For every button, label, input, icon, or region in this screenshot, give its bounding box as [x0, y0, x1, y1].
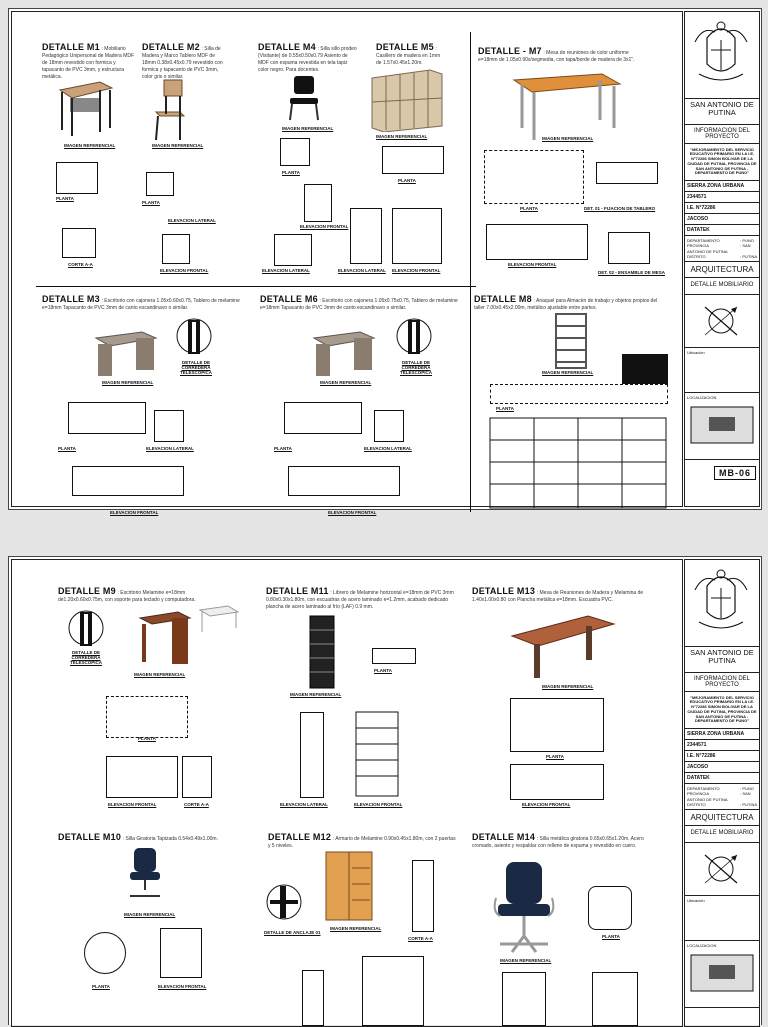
elevation-drawing [486, 224, 588, 260]
info-row [685, 751, 759, 762]
detalle-corredera-label: DETALLE DE CORREDERA TELESCOPICA [179, 360, 212, 375]
municipality-logo [685, 12, 759, 99]
plan-drawing [106, 696, 188, 738]
location-key: DISTRITO [687, 801, 706, 807]
info-row [685, 214, 759, 225]
map-sketch [689, 953, 755, 993]
plan-drawing [484, 150, 584, 204]
detail-title: DETALLE M2 [142, 42, 200, 52]
divider [36, 286, 476, 287]
elevacion-lateral-label: ELEVACION LATERAL [338, 268, 386, 273]
detail-m11 [266, 586, 456, 611]
elevation-drawing [304, 184, 332, 222]
location-map [685, 941, 759, 1008]
section-drawing [412, 860, 434, 932]
location-value: : PUNO [740, 238, 754, 244]
elevation-drawing [288, 466, 400, 496]
planta-label: PLANTA [374, 668, 392, 673]
planta-label: PLANTA [138, 736, 156, 741]
imagen-referencial-label: IMAGEN REFERENCIAL [542, 136, 594, 141]
municipality-logo [685, 560, 759, 647]
drawer-slide-detail [68, 608, 104, 654]
detail-title: DETALLE M3 [42, 294, 100, 304]
elevacion-frontal-label: ELEVACION FRONTAL [354, 802, 403, 807]
detail-description: : Escritorio con cajonera 1.05x0.75x0.75, Tablero de melamine e=18mm Tapacanto de PVC 3mm de canto escandinavo o similar. [260, 298, 458, 311]
imagen-referencial-label: IMAGEN REFERENCIAL [102, 380, 154, 385]
imagen-referencial-label: IMAGEN REFERENCIAL [152, 143, 204, 148]
map-label: LOCALIZACION [687, 942, 717, 948]
location-map [685, 393, 759, 460]
elevacion-frontal-label: ELEVACION FRONTAL [110, 510, 159, 515]
elevation-drawing [274, 234, 312, 266]
detail-description: : Mesa de Reuniones de Madera y Melamina de 1.40x1.00x0.80 con Plancha metálica e=18mm. Escuadra PVC. [472, 590, 644, 603]
detail-title: DETALLE M8 [474, 294, 532, 304]
elevacion-frontal-label: ELEVACION FRONTAL [300, 224, 349, 229]
note-box [622, 354, 668, 384]
detail-description: : Mobiliario Pedagógico Unipersonal de Madera MDF de 18mm revestido con formica y tapacanto de PVC 3mm, y estructura metálica. [42, 46, 134, 80]
detail-description: : Anaquel para Almacén de trabajo y objetos propios del taller 7.00x0.45x2.00m, metálico ajustable entre partes. [474, 298, 658, 311]
location-key: PROVINCIA [687, 243, 710, 249]
detail-description: : Escritorio con cajonera 1.05x0.60x0.75, Tablero de melamine e=18mm Tapacanto de PVC 3mm de canto escandinavo o similar. [42, 298, 240, 311]
detalle-mesa-label: DET. 02 - ENSAMBLE DE MESA [598, 270, 666, 275]
bookshelf-elevation-drawing [354, 710, 400, 798]
info-row [685, 192, 759, 203]
elevation-drawing [350, 208, 382, 264]
planta-label: PLANTA [398, 178, 416, 183]
planta-label: PLANTA [520, 206, 538, 211]
municipality-name: SAN ANTONIO DE PUTINA [685, 99, 759, 125]
plan-drawing [84, 932, 126, 974]
row-value: I.E. N°72286 [687, 205, 716, 212]
desk-sketch-image [198, 604, 240, 636]
imagen-referencial-label: IMAGEN REFERENCIAL [64, 143, 116, 148]
detail-description: : Escritorio Melamine e=18mm de1.20x0.60x0.75m, con soporte para teclado y computadora. [58, 590, 196, 603]
detail-title: DETALLE M13 [472, 586, 536, 596]
drawing-sheet-2 [8, 556, 762, 1025]
drawing-area [11, 559, 683, 1027]
north-arrow-icon [685, 295, 757, 347]
detail-description: : Silla sillo prodeo (Visitante) de 0.55x0.50x0.79 Asiento de MDF con espuma revestida en tela tapiz color negro. Para docentes. [258, 46, 357, 73]
detail-m13 [472, 586, 662, 604]
imagen-referencial-label: IMAGEN REFERENCIAL [330, 926, 382, 931]
detail-title: DETALLE - M7 [478, 46, 542, 56]
elevacion-frontal-label: ELEVACION FRONTAL [508, 262, 557, 267]
detail-description: : Casillero de madera en 1mm de 1.57x0.45x1.20m. [376, 46, 441, 66]
elevation-drawing [592, 972, 638, 1026]
plan-drawing [68, 402, 146, 434]
detail-m2 [142, 42, 228, 80]
detail-title: DETALLE M6 [260, 294, 318, 304]
conference-table-image [506, 610, 618, 682]
section-title: INFORMACION DEL PROYECTO [685, 125, 759, 144]
row-value: 2344571 [687, 742, 707, 749]
detail-m1 [42, 42, 134, 80]
detail-title: DETALLE M12 [268, 832, 332, 842]
project-name: "MEJORAMIENTO DEL SERVICIO EDUCATIVO PRIMARIO EN LA I.E. N°72286 SIMON BOLIVAR DE LA CIUDAD DE PUTINA, PROVINCIA DE SAN ANTONIO DE PUTINA - DEPARTAMENTO DE PUNO" [685, 692, 759, 730]
location-value: : PUTINA [740, 801, 757, 807]
shelf-elevation-drawing [488, 416, 668, 512]
north-arrow [685, 295, 759, 348]
elevation-drawing [162, 234, 190, 264]
section-drawing [182, 756, 212, 798]
fixing-detail-drawing [596, 162, 658, 184]
detail-title: DETALLE M5 [376, 42, 434, 52]
planta-label: PLANTA [142, 200, 160, 205]
plan-drawing [382, 146, 444, 174]
imagen-referencial-label: IMAGEN REFERENCIAL [500, 958, 552, 963]
elevation-drawing [362, 956, 424, 1026]
drawer-slide-detail [396, 316, 432, 362]
elevation-drawing [502, 972, 546, 1026]
imagen-referencial-label: IMAGEN REFERENCIAL [320, 380, 372, 385]
location-value: : PUNO [740, 786, 754, 792]
sheet-code: MB-06 [714, 466, 756, 480]
bookshelf-image [308, 614, 336, 690]
detail-m3 [42, 294, 242, 312]
detail-description: : Librero de Melamine horizontal e=18mm de PVC 3mm 0.80x0.30x1.80m, con escuadras de acero laminado e=1.2mm, acabado dedicado plancha de acero laminado al frío (LAF) 0.9 mm. [266, 590, 454, 610]
elevacion-lateral-label: ELEVACION LATERAL [364, 446, 412, 451]
elevation-drawing [160, 928, 202, 978]
detail-m4 [258, 42, 358, 74]
imagen-referencial-label: IMAGEN REFERENCIAL [542, 370, 594, 375]
location-key: DISTRITO [687, 253, 706, 259]
row-value: SIERRA ZONA URBANA [687, 731, 745, 738]
corte-label: CORTE A-A [408, 936, 433, 941]
detail-title: DETALLE M10 [58, 832, 122, 842]
row-value: JACOSO [687, 216, 709, 223]
info-row [685, 181, 759, 192]
north-arrow [685, 843, 759, 896]
elevacion-lateral-label: ELEVACION LATERAL [280, 802, 328, 807]
elevation-drawing [302, 970, 324, 1026]
detail-title: DETALLE M1 [42, 42, 100, 52]
title-block [684, 559, 760, 1027]
row-value: DATATEK [687, 227, 710, 234]
elevacion-frontal-label: ELEVACION FRONTAL [328, 510, 377, 515]
info-row [685, 225, 759, 236]
elevation-drawing [392, 208, 442, 264]
row-value: DATATEK [687, 775, 710, 782]
plan-drawing [490, 384, 668, 404]
section-title: INFORMACION DEL PROYECTO [685, 673, 759, 692]
chair-image [150, 78, 190, 142]
plan-drawing [510, 698, 604, 752]
specialty: ARQUITECTURA [685, 810, 759, 826]
detail-description: : Mesa de reuniones de color uniforme e=18mm de 1.05x0.90x/segmedia, con tapa/borde de madera de 3x1". [478, 50, 635, 63]
elevacion-frontal-label: ELEVACION FRONTAL [392, 268, 441, 273]
location-key: ANTONIO DE PUTINA [687, 248, 728, 254]
elevation-drawing [72, 466, 184, 496]
drawing-area [11, 11, 683, 515]
elevacion-frontal-label: ELEVACION FRONTAL [108, 802, 157, 807]
detalle-corredera-label: DETALLE DE CORREDERA TELESCOPICA [69, 650, 102, 665]
title-block [684, 11, 760, 507]
elevacion-frontal-label: ELEVACION FRONTAL [160, 268, 209, 273]
coat-of-arms-icon [685, 12, 757, 98]
imagen-referencial-label: IMAGEN REFERENCIAL [134, 672, 186, 677]
planta-label: PLANTA [56, 196, 74, 201]
row-value: 2344571 [687, 194, 707, 201]
specialty: ARQUITECTURA [685, 262, 759, 278]
planta-label: PLANTA [92, 984, 110, 989]
planta-label: PLANTA [282, 170, 300, 175]
imagen-referencial-label: IMAGEN REFERENCIAL [376, 134, 428, 139]
meeting-table-image [510, 70, 622, 142]
elevacion-frontal-label: ELEVACION FRONTAL [158, 984, 207, 989]
cabinet-image [324, 850, 376, 922]
drawing-sheet-1 [8, 8, 762, 515]
office-chair-image [124, 846, 166, 902]
locker-image [370, 68, 444, 132]
computer-desk-image [136, 610, 192, 666]
imagen-referencial-label: IMAGEN REFERENCIAL [282, 126, 334, 131]
shelf-image [552, 312, 592, 370]
map-label: LOCALIZACION [687, 394, 717, 400]
detail-m10 [58, 832, 234, 843]
location-value: : SAN [740, 243, 751, 249]
plan-drawing [284, 402, 362, 434]
imagen-referencial-label: IMAGEN REFERENCIAL [542, 684, 594, 689]
detail-m6 [260, 294, 460, 312]
anchor-detail [266, 882, 302, 926]
detail-m9 [58, 586, 228, 604]
map-sketch [689, 405, 755, 445]
elevation-drawing [106, 756, 178, 798]
location-label: Ubicación [685, 896, 759, 941]
detail-m8 [474, 294, 658, 312]
plan-drawing [588, 886, 632, 930]
plan-name: DETALLE MOBILIARIO [685, 278, 759, 295]
coat-of-arms-icon [685, 560, 757, 646]
elevacion-lateral-label: ELEVACION LATERAL [262, 268, 310, 273]
location-key: DEPARTAMENTO [687, 238, 720, 244]
info-row [685, 740, 759, 751]
elevacion-frontal-label: ELEVACION FRONTAL [522, 802, 571, 807]
row-value: SIERRA ZONA URBANA [687, 183, 745, 190]
detail-title: DETALLE M11 [266, 586, 329, 596]
row-value: I.E. N°72286 [687, 753, 716, 760]
corte-label: CORTE A-A [184, 802, 209, 807]
info-row [685, 773, 759, 784]
info-row [685, 729, 759, 740]
detalle-fijacion-label: DET. 01 - FIJACION DE TABLERO [584, 206, 656, 211]
info-row [685, 203, 759, 214]
detail-m7 [478, 46, 648, 64]
detail-title: DETALLE M9 [58, 586, 116, 596]
planta-label: PLANTA [58, 446, 76, 451]
desk-drawer-image [92, 330, 158, 378]
corte-label: CORTE A-A [68, 262, 93, 267]
elevation-drawing [374, 410, 404, 442]
location-value: : SAN [740, 791, 751, 797]
location-key: DEPARTAMENTO [687, 786, 720, 792]
imagen-referencial-label: IMAGEN REFERENCIAL [290, 692, 342, 697]
elevacion-lateral-label: ELEVACION LATERAL [168, 218, 216, 223]
detail-title: DETALLE M4 [258, 42, 316, 52]
plan-name: DETALLE MOBILIARIO [685, 826, 759, 843]
divider [470, 32, 471, 512]
planta-label: PLANTA [546, 754, 564, 759]
location-label: Ubicación [685, 348, 759, 393]
location-info [685, 236, 759, 262]
planta-label: PLANTA [602, 934, 620, 939]
plan-drawing [146, 172, 174, 196]
sheet-code-area [685, 460, 759, 486]
north-arrow-icon [685, 843, 757, 895]
detail-m12 [268, 832, 458, 850]
elevacion-lateral-label: ELEVACION LATERAL [146, 446, 194, 451]
detalle-corredera-label: DETALLE DE CORREDERA TELESCOPICA [399, 360, 432, 375]
location-key: ANTONIO DE PUTINA [687, 796, 728, 802]
plan-drawing [372, 648, 416, 664]
desk-image [56, 76, 114, 142]
row-value: JACOSO [687, 764, 709, 771]
detail-title: DETALLE M14 [472, 832, 536, 842]
desk-drawer-image [310, 330, 376, 378]
detalle-anclaje-label: DETALLE DE ANCLAJE 01 [264, 930, 321, 935]
executive-chair-image [490, 858, 560, 954]
plan-drawing [280, 138, 310, 166]
assembly-detail-drawing [608, 232, 650, 264]
visitor-chair-image [284, 74, 324, 122]
municipality-name: SAN ANTONIO DE PUTINA [685, 647, 759, 673]
detail-description: : Armario de Melamine 0.90x0.45x1.80m, con 2 puertas y 5 niveles. [268, 836, 456, 849]
detail-m14 [472, 832, 662, 850]
elevation-drawing [510, 764, 604, 800]
location-info [685, 784, 759, 810]
info-row [685, 762, 759, 773]
location-value: : PUTINA [740, 253, 757, 259]
detail-description: : Silla de Madera y Marco Tablero MDF de 18mm 0.38x0.45x0.79 revestido con formica y tapacanto de PVC 3mm, color gris o similar. [142, 46, 223, 80]
plan-drawing [56, 162, 98, 194]
detail-m5 [376, 42, 442, 67]
section-drawing [62, 228, 96, 258]
detail-description: : Silla metálica giratoria 0.65x0.65x1.20m. Acero cromado, asiento y respaldar con relleno de espuma y revestido en cuero. [472, 836, 644, 849]
imagen-referencial-label: IMAGEN REFERENCIAL [124, 912, 176, 917]
elevation-drawing [154, 410, 184, 442]
elevation-drawing [300, 712, 324, 798]
planta-label: PLANTA [274, 446, 292, 451]
drawer-slide-detail [176, 316, 212, 362]
location-key: PROVINCIA [687, 791, 710, 797]
project-name: "MEJORAMIENTO DEL SERVICIO EDUCATIVO PRIMARIO EN LA I.E. N°72286 SIMON BOLIVAR DE LA CIUDAD DE PUTINA, PROVINCIA DE SAN ANTONIO DE PUTINA - DEPARTAMENTO DE PUNO" [685, 144, 759, 182]
detail-description: : Silla Giratoria Tapizada 0.54x0.49x1.00m. [122, 836, 218, 842]
planta-label: PLANTA [496, 406, 514, 411]
